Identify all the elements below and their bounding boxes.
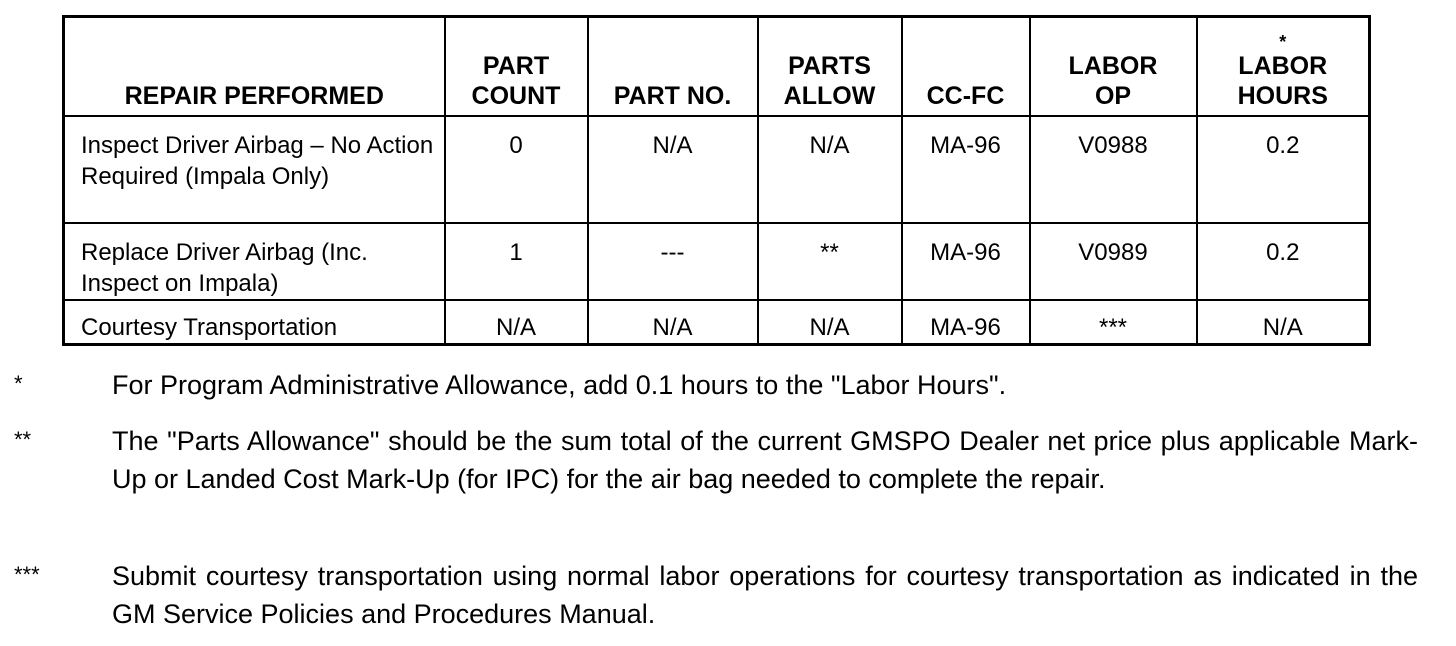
header-labor-hours [1197, 17, 1370, 116]
footnote-marker: *** [14, 562, 40, 587]
footnote-text: For Program Administrative Allowance, add 0.1 hours to the "Labor Hours". [112, 370, 1007, 400]
cell-parts-allow: N/A [758, 116, 902, 223]
cell-repair: Replace Driver Airbag (Inc. Inspect on Impala) [64, 223, 445, 300]
table-row [64, 223, 1370, 300]
repair-table [62, 15, 1371, 346]
table-header-row [64, 17, 1370, 116]
header-parts-allow-line1: PARTS [788, 51, 871, 80]
header-labor-op [1030, 17, 1197, 116]
cell-cc-fc: MA-96 [902, 300, 1030, 345]
header-repair-performed [64, 17, 445, 116]
cell-cc-fc: MA-96 [902, 116, 1030, 223]
cell-labor-op: *** [1030, 300, 1197, 345]
footnote-text: The "Parts Allowance" should be the sum total of the current GMSPO Dealer net price plus applicable Mark-Up or Landed Cost Mark-Up (for IPC) for the air bag needed to complete the repair. [112, 426, 1418, 494]
footnote-marker: ** [14, 427, 32, 452]
cell-part-no: N/A [588, 300, 758, 345]
header-parts-allow [758, 17, 902, 116]
header-part-count [445, 17, 588, 116]
cell-part-no: N/A [588, 116, 758, 223]
cell-labor-hours: 0.2 [1197, 223, 1370, 300]
cell-part-count: 0 [445, 116, 588, 223]
header-part-count-line2: COUNT [471, 81, 561, 110]
footnote-marker: * [14, 371, 23, 396]
cell-part-count: 1 [445, 223, 588, 300]
header-labor-hours-line1: LABOR [1238, 51, 1328, 80]
cell-labor-hours: 0.2 [1197, 116, 1370, 223]
header-part-no [588, 17, 758, 116]
header-labor-op-line2: OP [1094, 81, 1132, 110]
header-labor-op-line1: LABOR [1068, 51, 1158, 80]
header-repair-performed-label: REPAIR PERFORMED [124, 81, 384, 110]
cell-labor-op: V0989 [1030, 223, 1197, 300]
header-labor-hours-asterisk: * [1279, 31, 1287, 52]
table-row [64, 300, 1370, 345]
cell-repair: Inspect Driver Airbag – No Action Required (Impala Only) [64, 116, 445, 223]
header-labor-hours-line2: HOURS [1237, 81, 1328, 110]
cell-parts-allow: N/A [758, 300, 902, 345]
cell-part-count: N/A [445, 300, 588, 345]
header-cc-fc [902, 17, 1030, 116]
header-cc-fc-label: CC-FC [926, 81, 1005, 110]
cell-part-no: --- [588, 223, 758, 300]
cell-parts-allow: ** [758, 223, 902, 300]
table-row [64, 116, 1370, 223]
header-parts-allow-line2: ALLOW [783, 81, 876, 110]
cell-cc-fc: MA-96 [902, 223, 1030, 300]
header-part-no-label: PART NO. [613, 81, 732, 110]
cell-labor-hours: N/A [1197, 300, 1370, 345]
footnote-text: Submit courtesy transportation using normal labor operations for courtesy transportation as indicated in the GM Service Policies and Procedures Manual. [112, 561, 1418, 629]
header-part-count-line1: PART [482, 51, 550, 80]
cell-labor-op: V0988 [1030, 116, 1197, 223]
cell-repair: Courtesy Transportation [64, 300, 445, 345]
